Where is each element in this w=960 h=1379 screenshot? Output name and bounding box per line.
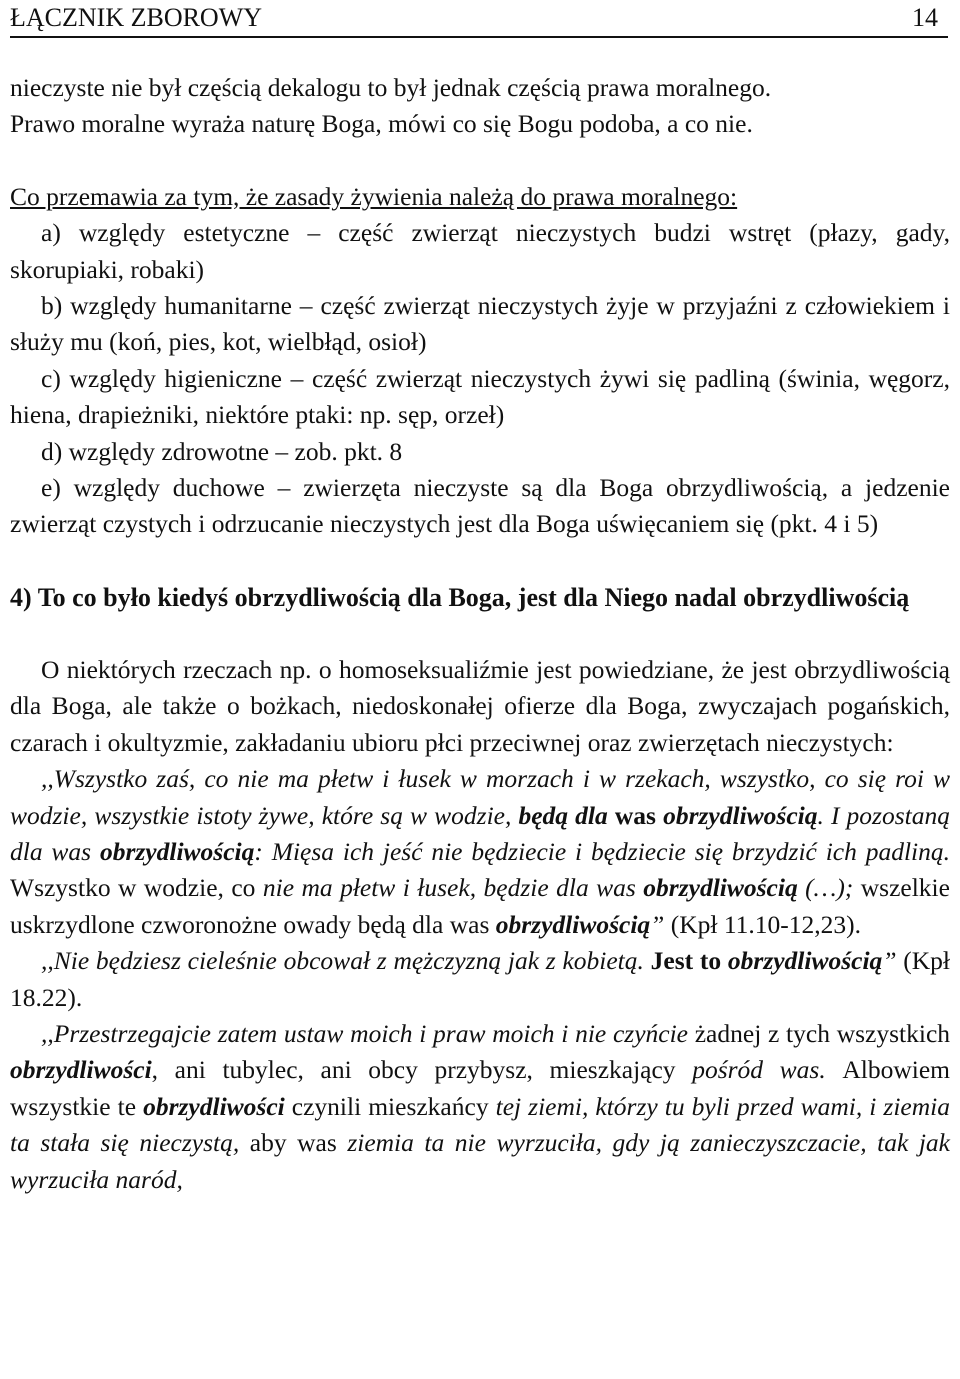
page-header bbox=[10, 0, 948, 38]
section3-lead-text: Co przemawia za tym, że zasady żywienia należą do prawa moralnego: bbox=[10, 181, 738, 211]
section3-lead bbox=[10, 179, 950, 215]
intro-line-1: nieczyste nie był częścią dekalogu to był jednak częścią prawa moralnego. bbox=[10, 73, 772, 102]
publication-title: ŁĄCZNIK ZBOROWY bbox=[10, 3, 263, 32]
intro-line-2: Prawo moralne wyraża naturę Boga, mówi co się Bogu podoba, a co nie. bbox=[10, 109, 753, 139]
reason-c: c) względy higieniczne – część zwierząt nieczystych żywi się padliną (świnia, węgorz, hiena, drapieżniki, niektóre ptaki: np. sęp, orzeł) bbox=[10, 363, 950, 430]
section4-paragraph: O niektórych rzeczach np. o homoseksualiźmie jest powiedziane, że jest obrzydliwością dla Boga, ale także o bożkach, niedoskonałej ofierze dla Boga, zwyczajach pogańskich, czarach i okultyzmie, zakładaniu ubioru płci przeciwnej oraz zwierzętach nieczystych: bbox=[10, 654, 950, 757]
reason-b: b) względy humanitarne – część zwierząt nieczystych żyje w przyjaźni z człowiekiem i służy mu (koń, pies, kot, wielbłąd, osioł) bbox=[10, 291, 950, 357]
page-number: 14 bbox=[912, 3, 938, 32]
quote-leviticus-18: ,,Nie będziesz cieleśnie obcował z mężczyzną jak z kobietą. Jest to obrzydliwością” (Kpł 18.22). bbox=[10, 946, 950, 1012]
reason-e: e) względy duchowe – zwierzęta nieczyste są dla Boga obrzydliwością, a jedzenie zwierząt czystych i odrzucanie nieczystych jest dla Boga uświęcaniem się (pkt. 4 i 5) bbox=[10, 473, 950, 539]
quote-leviticus-11: ,,Wszystko zaś, co nie ma płetw i łusek w morzach i w rzekach, wszystko, co się roi w wodzie, wszystkie istoty żywe, które są w wodzie, będą dla was obrzydliwością. I pozostaną dla was obrzydliwością: Mięsa ich jeść nie będziecie i będziecie się brzydzić ich padliną. Wszystko w wodzie, co nie ma płetw i łusek, będzie dla was obrzydliwością (…); wszelkie uskrzydlone czworonożne owady będą dla was obrzydliwością” (Kpł 11.10-12,23). bbox=[10, 764, 950, 939]
reason-a: a) względy estetyczne – część zwierząt nieczystych budzi wstręt (płazy, gady, skorupiaki, robaki) bbox=[10, 218, 950, 284]
section4-heading: 4) To co było kiedyś obrzydliwością dla Boga, jest dla Niego nadal obrzydliwością bbox=[10, 582, 910, 612]
reason-d: d) względy zdrowotne – zob. pkt. 8 bbox=[41, 436, 403, 466]
page-content bbox=[10, 70, 950, 1198]
quote-leviticus-18-continued: ,,Przestrzegajcie zatem ustaw moich i praw moich i nie czyńcie żadnej z tych wszystkich obrzydliwości, ani tubylec, ani obcy przybysz, mieszkający pośród was. Albowiem wszystkie te obrzydliwości czynili mieszkańcy tej ziemi, którzy tu byli przed wami, i ziemia ta stała się nieczystą, aby was ziemia ta nie wyrzuciła, gdy ją zanieczyszczacie, tak jak wyrzuciła naród, bbox=[10, 1018, 951, 1194]
